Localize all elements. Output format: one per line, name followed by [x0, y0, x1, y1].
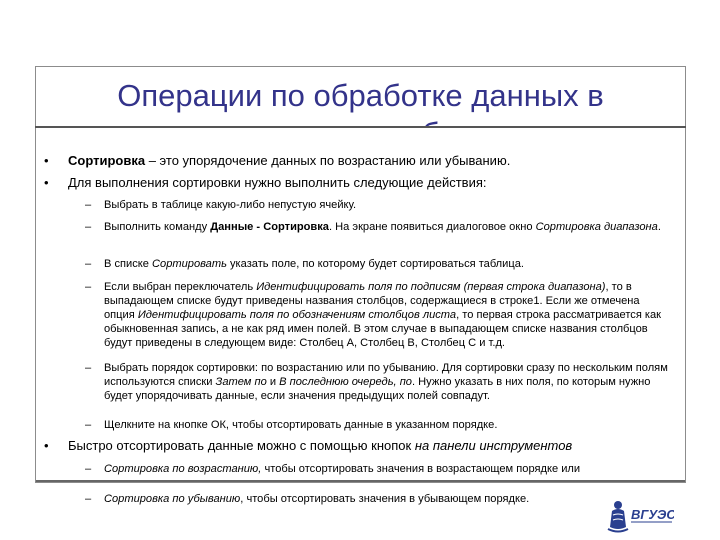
- step-click-ok: – Щелкните на кнопке ОК, чтобы отсортировать данные в указанном порядке.: [85, 419, 498, 431]
- logo-icon: [604, 497, 674, 535]
- step-select-cell: – Выбрать в таблице какую-либо непустую ячейку.: [85, 199, 357, 211]
- bullet-sorting-definition: • Сортировка – это упорядочение данных по возрастанию или убыванию.: [44, 153, 511, 168]
- step-run-command: – Выполнить команду Данные - Сортировка. На экране появиться диалоговое окно Сортировка диапазона.: [85, 221, 661, 233]
- dash-marker: –: [85, 258, 92, 270]
- step-field-identification: – Если выбран переключатель Идентифицировать поля по подписям (первая строка диапазона), то в выпадающем списке будут приведены названия столбцов, содержащиеся в строке1. Если же отмечена опция Идентифицировать поля по обозначениям столбцов листа, то первая строка рассматривается как обыкновенная запись, а не как ряд имен полей. В этом случае в выпадающем списке названия столбцов будут приведены в следующем виде: Столбец А, Столбец В, Столбец С и т.д.: [85, 281, 662, 349]
- step-sort-ascending: – Сортировка по возрастанию, чтобы отсортировать значения в возрастающем порядке или: [85, 463, 581, 475]
- bullet-quick-sort: • Быстро отсортировать данные можно с помощью кнопок на панели инструментов: [44, 438, 573, 453]
- dash-marker: –: [85, 362, 92, 374]
- content-box: [35, 126, 686, 505]
- svg-text:ВГУЭС: ВГУЭС: [631, 507, 674, 522]
- bullet-marker: •: [44, 153, 49, 168]
- dash-marker: –: [85, 419, 92, 431]
- bullet-marker: •: [44, 175, 49, 190]
- dash-marker: –: [85, 493, 92, 505]
- step-sort-descending: – Сортировка по убыванию, чтобы отсортировать значения в убывающем порядке.: [85, 493, 530, 505]
- step-choose-field: – В списке Сортировать указать поле, по которому будет сортироваться таблица.: [85, 258, 524, 270]
- bullet-marker: •: [44, 438, 49, 453]
- content-top-divider: [35, 126, 686, 128]
- bullet-steps-intro: • Для выполнения сортировки нужно выполнить следующие действия:: [44, 175, 487, 190]
- dash-marker: –: [85, 281, 92, 293]
- dash-marker: –: [85, 221, 92, 233]
- step-sort-order: – Выбрать порядок сортировки: по возрастанию или по убыванию. Для сортировки сразу по нескольким полям используются списки Затем по и В последнюю очередь, по. Нужно указать в них поля, по которым нужно будет упорядочивать данные, если значения предыдущих полей совпадут.: [85, 362, 668, 402]
- slide-title: Операции по обработке данных в: [117, 78, 604, 113]
- dash-marker: –: [85, 199, 92, 211]
- university-logo: [604, 497, 674, 535]
- dash-marker: –: [85, 463, 92, 475]
